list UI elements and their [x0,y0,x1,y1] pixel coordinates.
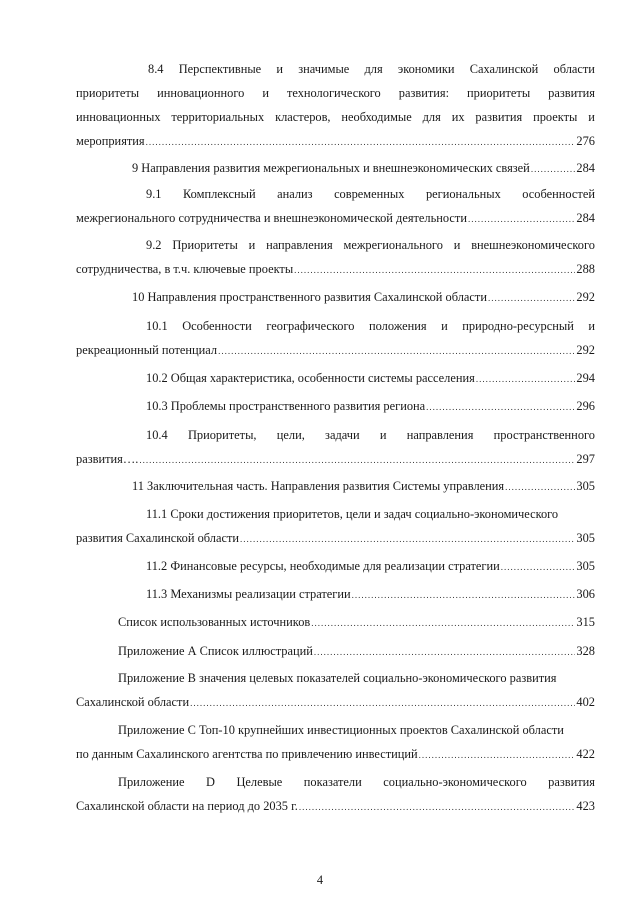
toc-text: Список использованных источников [118,615,311,629]
toc-word: направления [266,238,333,252]
toc-entry-9-2 [76,237,595,278]
toc-word: 9.1 [146,187,162,201]
toc-page-number: 288 [576,262,595,276]
toc-word: и [248,238,256,252]
toc-leader-line [76,643,595,660]
toc-page-number: 296 [576,399,595,413]
toc-entry-9-1 [76,186,595,227]
dot-leader [146,134,576,151]
toc-leader-line [76,370,595,387]
toc-entry-9 [76,160,595,177]
toc-word: положения [369,319,427,333]
toc-page-number: 284 [576,211,595,225]
toc-entry-11-2 [76,558,595,575]
toc-text: по данным Сахалинского агентства по привлечению инвестиций [76,747,418,761]
dot-leader [426,399,575,416]
toc-page-number: 305 [576,559,595,573]
toc-word: Приоритеты [172,238,238,252]
toc-text: 11 Заключительная часть. Направления развития Системы управления [132,479,505,493]
toc-word: социально-экономического [383,775,527,789]
toc-text: 10 Направления пространственного развития Сахалинской области [132,290,487,304]
toc-leader-line [76,160,595,177]
dot-leader [139,452,575,469]
toc-text [148,61,595,78]
toc-word: развития [475,110,523,124]
toc-text: Сахалинской области [76,695,190,709]
toc-text: развития…. [76,452,139,466]
toc-word: Комплексный [183,187,256,201]
toc-word: пространственного [493,428,595,442]
dot-leader [190,695,575,712]
toc-word: задачи [325,428,360,442]
toc-word: для [422,110,441,124]
toc-text: Приложение А Список иллюстраций [118,644,313,658]
toc-word: внешнеэкономического [471,238,595,252]
toc-leader-line [76,478,595,495]
toc-word: приоритеты [76,86,140,100]
toc-text: Приложение В значения целевых показателей социально-экономического развития [118,671,557,685]
toc-leader-line [76,798,595,815]
toc-word: развития [548,86,595,100]
toc-entry-11 [76,478,595,495]
toc-entry-10-2 [76,370,595,387]
toc-text: 10.2 Общая характеристика, особенности системы расселения [146,371,475,385]
toc-entry-8-4 [76,61,595,150]
toc-page-number: 276 [576,134,595,148]
toc-text: 9 Направления развития межрегиональных и внешнеэкономических связей [132,161,530,175]
toc-text [118,774,595,791]
toc-text: Приложение С Топ-10 крупнейших инвестиционных проектов Сахалинской области [118,723,564,737]
toc-entry-10 [76,289,595,306]
toc-leader-line [76,289,595,306]
dot-leader [299,799,576,816]
toc-page-number: 292 [576,290,595,304]
toc-text: рекреационный потенциал [76,343,218,357]
toc-word: межрегионального [343,238,443,252]
toc-word: направления [406,428,474,442]
toc-word: анализ [277,187,313,201]
toc-page-number: 402 [576,695,595,709]
toc-word: и [441,319,448,333]
toc-text [146,427,595,444]
toc-word: проекты [533,110,578,124]
toc-page-number: 292 [576,343,595,357]
toc-word: Приложение [118,775,185,789]
toc-word: и [588,319,595,333]
toc-word: 9.2 [146,238,162,252]
toc-word: необходимые [341,110,412,124]
toc-page-number: 315 [576,615,595,629]
toc-word: области [553,62,595,76]
toc-page-number: 297 [576,452,595,466]
dot-leader [531,161,576,178]
toc-text: мероприятия [76,134,145,148]
toc-word: и [588,110,595,124]
toc-text: сотрудничества, в т.ч. ключевые проекты [76,262,294,276]
toc-entry-appendix-b [76,670,595,711]
dot-leader [419,747,576,764]
toc-leader-line [76,261,595,278]
toc-entry-11-3 [76,586,595,603]
toc-leader-line [76,133,595,150]
toc-word: D [206,775,215,789]
toc-word: технологического [286,86,381,100]
toc-text [146,186,595,203]
toc-word: особенностей [522,187,595,201]
toc-entry-appendix-d [76,774,595,815]
toc-text: 10.3 Проблемы пространственного развития региона [146,399,426,413]
toc-leader-line [76,614,595,631]
toc-entry-11-1 [76,506,595,547]
toc-word: и [379,428,387,442]
page-number: 4 [316,873,324,887]
dot-leader [240,531,575,548]
toc-leader-line [76,558,595,575]
toc-word: показатели [303,775,362,789]
toc-text: 11.3 Механизмы реализации стратегии [146,587,351,601]
toc-text: Сахалинской области на период до 2035 г. [76,799,298,813]
toc-text [76,85,595,102]
toc-leader-line [76,530,595,547]
toc-word: географического [266,319,355,333]
dot-leader [352,587,576,604]
toc-word: Сахалинской [469,62,539,76]
toc-leader-line [76,451,595,468]
toc-page-number: 328 [576,644,595,658]
toc-page-number: 306 [576,587,595,601]
toc-text: развития Сахалинской области [76,531,239,545]
toc-leader-line [76,586,595,603]
toc-word: инновационного [157,86,245,100]
toc-word: 10.4 [146,428,168,442]
toc-word: и [276,62,284,76]
toc-page-number: 423 [576,799,595,813]
dot-leader [476,371,576,388]
toc-word: Приоритеты, [187,428,257,442]
toc-word: региональных [425,187,501,201]
toc-entry-10-3 [76,398,595,415]
toc-word: современных [334,187,405,201]
dot-leader [505,479,575,496]
toc-leader-line [76,398,595,415]
toc-word: Целевые [236,775,283,789]
toc-leader-line [76,694,595,711]
dot-leader [218,343,575,360]
dot-leader [501,559,576,576]
toc-text: 11.1 Сроки достижения приоритетов, цели и задач социально-экономического [146,507,559,521]
toc-word: территориальных [171,110,265,124]
dot-leader [488,290,575,307]
toc-page-number: 422 [576,747,595,761]
toc-entry-sources [76,614,595,631]
toc-text: межрегионального сотрудничества и внешнеэкономической деятельности [76,211,467,225]
toc-word: инновационных [76,110,161,124]
toc-word: и [453,238,461,252]
toc-word: и [262,86,269,100]
toc-word: экономики [397,62,455,76]
toc-text: 11.2 Финансовые ресурсы, необходимые для реализации стратегии [146,559,500,573]
toc-page-number: 294 [576,371,595,385]
toc-word: развития [548,775,595,789]
toc-word: значимые [298,62,350,76]
toc-word: для [364,62,383,76]
toc-word: приоритеты [467,86,531,100]
toc-page-number: 305 [576,531,595,545]
toc-page-number: 305 [576,479,595,493]
toc-entry-10-4 [76,427,595,468]
toc-page-number: 284 [576,161,595,175]
toc-word: Перспективные [178,62,262,76]
dot-leader [314,644,576,661]
toc-leader-line [76,342,595,359]
toc-word: природно-ресурсный [462,319,574,333]
dot-leader [468,211,575,228]
toc-text [146,237,595,254]
toc-entry-appendix-a [76,643,595,660]
toc-leader-line [76,210,595,227]
toc-word: их [451,110,465,124]
toc-word: Особенности [182,319,252,333]
toc-word: 10.1 [146,319,168,333]
dot-leader [294,262,575,279]
toc-leader-line [76,746,595,763]
toc-entry-10-1 [76,318,595,359]
toc-word: 8.4 [148,62,164,76]
toc-text [146,318,595,335]
toc-text [76,109,595,126]
toc-entry-appendix-c [76,722,595,763]
toc-word: развития: [398,86,450,100]
toc-word: цели, [276,428,305,442]
toc-word: кластеров, [275,110,331,124]
dot-leader [311,615,575,632]
